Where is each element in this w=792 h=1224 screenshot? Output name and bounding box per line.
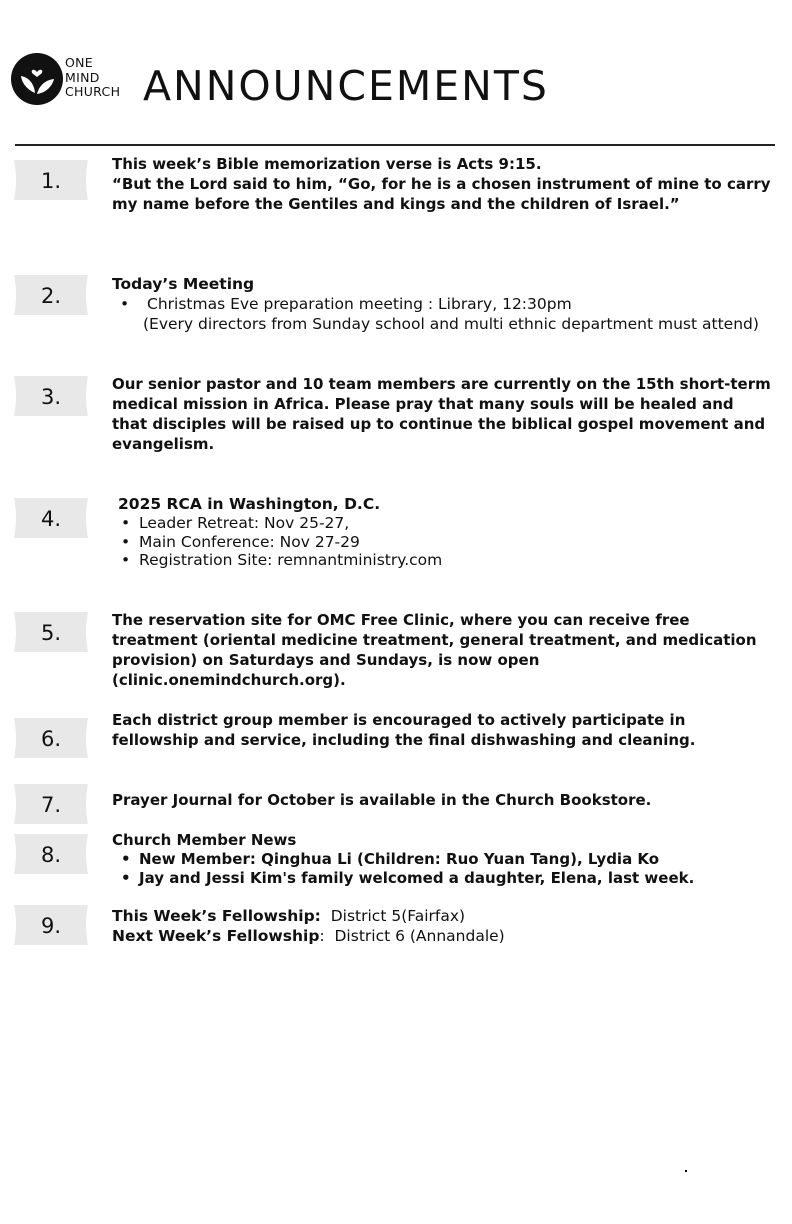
stray-dot <box>685 1170 687 1172</box>
header-divider <box>15 144 775 146</box>
next-week-fellowship <box>112 926 772 946</box>
meeting-item: • Christmas Eve preparation meeting : Library, 12:30pm <box>112 294 772 314</box>
item-number: 5. <box>40 621 62 645</box>
announcement-8 <box>112 830 772 887</box>
announcement-7: Prayer Journal for October is available in the Church Bookstore. <box>112 791 652 809</box>
item-number: 3. <box>40 385 62 409</box>
heart-leaves-icon <box>10 52 64 106</box>
rca-list <box>112 514 778 570</box>
church-logo <box>10 52 64 106</box>
logo-line: ONE <box>65 55 93 70</box>
announcement-3: Our senior pastor and 10 team members are currently on the 15th short-term medical mission in Africa. Please pray that many souls will be healed and that disciples will be raised up to continue the biblical gospel movement and evangelism. <box>112 375 771 453</box>
item-number-badge <box>14 275 88 315</box>
this-week-fellowship <box>112 906 772 926</box>
rca-item: • Leader Retreat: Nov 25-27, <box>112 514 778 533</box>
item-number: 6. <box>40 727 62 751</box>
item-number-badge <box>14 718 88 758</box>
meeting-list <box>112 294 772 314</box>
verse-reference: This week’s Bible memorization verse is Acts 9:15. <box>112 155 542 173</box>
rca-heading: 2025 RCA in Washington, D.C. <box>118 495 381 513</box>
item-number-badge <box>14 498 88 538</box>
this-week-label: This Week’s Fellowship: <box>112 907 321 925</box>
rca-item: • Main Conference: Nov 27-29 <box>112 533 778 552</box>
verse-text: “But the Lord said to him, “Go, for he is a chosen instrument of mine to carry my name before the Gentiles and kings and the children of Israel.” <box>112 175 771 213</box>
item-number: 7. <box>40 793 62 817</box>
item-number-badge <box>14 834 88 874</box>
next-week-label: Next Week’s Fellowship <box>112 927 320 945</box>
page-title: ANNOUNCEMENTS <box>143 62 549 110</box>
rca-item: • Registration Site: remnantministry.com <box>112 551 778 570</box>
announcement-9 <box>112 906 772 946</box>
member-news-heading: Church Member News <box>112 831 297 849</box>
announcement-6: Each district group member is encouraged to actively participate in fellowship and service, including the final dishwashing and cleaning. <box>112 711 696 749</box>
member-news-item: • New Member: Qinghua Li (Children: Ruo Yuan Tang), Lydia Ko <box>112 850 772 869</box>
announcement-5: The reservation site for OMC Free Clinic, where you can receive free treatment (oriental medicine treatment, general treatment, and medication provision) on Saturdays and Sundays, is now open (clinic.onemindchurch.org). <box>112 611 757 689</box>
item-number-badge <box>14 784 88 824</box>
meeting-note: (Every directors from Sunday school and multi ethnic department must attend) <box>143 315 759 333</box>
announcement-1 <box>112 154 772 214</box>
item-number: 1. <box>40 169 62 193</box>
logo-line: MIND <box>65 69 100 85</box>
next-week-value: : District 6 (Annandale) <box>319 927 505 945</box>
item-number-badge <box>14 376 88 416</box>
this-week-value: District 5(Fairfax) <box>330 907 466 925</box>
item-number: 8. <box>40 843 62 867</box>
item-number: 4. <box>40 507 62 531</box>
announcement-4 <box>118 494 778 570</box>
member-news-list <box>112 850 772 887</box>
member-news-item: • Jay and Jessi Kim's family welcomed a daughter, Elena, last week. <box>112 869 772 888</box>
logo-line: CHURCH <box>65 84 121 99</box>
item-number: 9. <box>40 914 62 938</box>
item-number-badge <box>14 612 88 652</box>
item-number-badge <box>14 905 88 945</box>
logo-wordmark <box>65 56 120 100</box>
item-number: 2. <box>40 284 62 308</box>
meeting-heading: Today’s Meeting <box>112 275 255 293</box>
announcement-2 <box>112 274 772 334</box>
item-number-badge <box>14 160 88 200</box>
